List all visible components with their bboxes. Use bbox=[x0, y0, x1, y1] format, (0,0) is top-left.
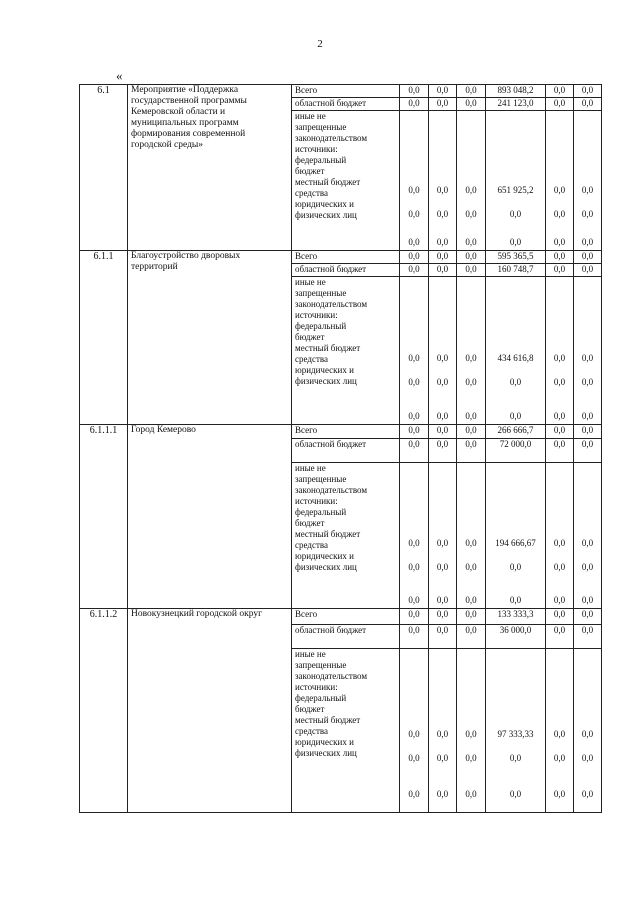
source-line: источники: bbox=[295, 144, 338, 154]
local-value: 0,0 bbox=[553, 562, 566, 572]
source-line: запрещенные bbox=[295, 122, 347, 132]
other-sources-values-year-col-4 bbox=[486, 111, 546, 251]
section-name: Новокузнецкий городской округ bbox=[128, 609, 292, 813]
regional-value-year-col-2: 0,0 bbox=[429, 98, 457, 111]
total-value-year-col-2: 0,0 bbox=[429, 251, 457, 264]
federal-value: 0,0 bbox=[581, 353, 594, 363]
other-sources-values-year-col-2 bbox=[429, 111, 457, 251]
local-value: 0,0 bbox=[553, 753, 566, 763]
local-value: 0,0 bbox=[509, 753, 522, 763]
other-sources-values-year-col-6 bbox=[574, 463, 602, 609]
page-number: 2 bbox=[317, 38, 323, 50]
local-value: 0,0 bbox=[553, 209, 566, 219]
total-value-year-col-1: 0,0 bbox=[400, 609, 429, 625]
source-label-regional: областной бюджет bbox=[292, 98, 400, 111]
local-value: 0,0 bbox=[581, 562, 594, 572]
source-label-other bbox=[292, 463, 400, 609]
local-value: 0,0 bbox=[436, 209, 449, 219]
source-line: бюджет bbox=[295, 518, 325, 528]
regional-value-year-col-6: 0,0 bbox=[574, 625, 602, 649]
other-sources-values-year-col-2 bbox=[429, 649, 457, 813]
section-name: Город Кемерово bbox=[128, 425, 292, 609]
source-line: физических лиц bbox=[295, 748, 357, 758]
local-value: 0,0 bbox=[408, 209, 420, 219]
federal-value: 0,0 bbox=[408, 729, 420, 739]
other-sources-values-year-col-5 bbox=[546, 111, 574, 251]
local-value: 0,0 bbox=[581, 377, 594, 387]
total-value-year-col-3: 0,0 bbox=[457, 251, 486, 264]
legal-value: 0,0 bbox=[581, 595, 594, 605]
source-line: запрещенные bbox=[295, 288, 347, 298]
total-value-year-col-6: 0,0 bbox=[574, 85, 602, 98]
federal-value: 0,0 bbox=[581, 538, 594, 548]
source-line: средства bbox=[295, 726, 329, 736]
regional-value-year-col-6: 0,0 bbox=[574, 439, 602, 463]
other-sources-values-year-col-3 bbox=[457, 649, 486, 813]
source-label-other bbox=[292, 649, 400, 813]
source-line: иные не bbox=[295, 111, 326, 121]
regional-value-year-col-6: 0,0 bbox=[574, 264, 602, 277]
other-sources-values-year-col-4 bbox=[486, 277, 546, 425]
source-line: физических лиц bbox=[295, 376, 357, 386]
regional-value-year-col-1: 0,0 bbox=[400, 625, 429, 649]
local-value: 0,0 bbox=[581, 209, 594, 219]
total-value-year-col-3: 0,0 bbox=[457, 85, 486, 98]
source-line: законодательством bbox=[295, 671, 368, 681]
regional-value-year-col-5: 0,0 bbox=[546, 625, 574, 649]
total-value-year-col-5: 0,0 bbox=[546, 609, 574, 625]
local-value: 0,0 bbox=[465, 753, 477, 763]
federal-value: 434 616,8 bbox=[497, 353, 534, 363]
legal-value: 0,0 bbox=[509, 789, 522, 799]
regional-value-year-col-4: 241 123,0 bbox=[486, 98, 546, 111]
federal-value: 0,0 bbox=[436, 185, 449, 195]
other-sources-values-year-col-6 bbox=[574, 649, 602, 813]
section-code: 6.1.1 bbox=[80, 251, 128, 425]
local-value: 0,0 bbox=[436, 377, 449, 387]
legal-value: 0,0 bbox=[509, 595, 522, 605]
source-line: законодательством bbox=[295, 133, 368, 143]
legal-value: 0,0 bbox=[465, 595, 477, 605]
federal-value: 0,0 bbox=[465, 729, 477, 739]
local-value: 0,0 bbox=[408, 753, 420, 763]
total-value-year-col-3: 0,0 bbox=[457, 425, 486, 439]
federal-value: 0,0 bbox=[465, 185, 477, 195]
source-line: средства bbox=[295, 188, 329, 198]
regional-value-year-col-1: 0,0 bbox=[400, 264, 429, 277]
federal-value: 0,0 bbox=[581, 185, 594, 195]
local-value: 0,0 bbox=[408, 562, 420, 572]
regional-value-year-col-3: 0,0 bbox=[457, 625, 486, 649]
other-sources-values-year-col-3 bbox=[457, 111, 486, 251]
total-value-year-col-2: 0,0 bbox=[429, 85, 457, 98]
legal-value: 0,0 bbox=[436, 237, 449, 247]
source-line: законодательством bbox=[295, 299, 368, 309]
total-value-year-col-1: 0,0 bbox=[400, 425, 429, 439]
total-value-year-col-4: 595 365,5 bbox=[486, 251, 546, 264]
source-label-total: Всего bbox=[292, 251, 400, 264]
source-label-total: Всего bbox=[292, 609, 400, 625]
legal-value: 0,0 bbox=[408, 789, 420, 799]
federal-value: 0,0 bbox=[408, 538, 420, 548]
local-value: 0,0 bbox=[553, 377, 566, 387]
legal-value: 0,0 bbox=[465, 789, 477, 799]
regional-value-year-col-2: 0,0 bbox=[429, 439, 457, 463]
local-value: 0,0 bbox=[465, 209, 477, 219]
legal-value: 0,0 bbox=[465, 237, 477, 247]
local-value: 0,0 bbox=[408, 377, 420, 387]
other-sources-values-year-col-6 bbox=[574, 277, 602, 425]
source-line: федеральный bbox=[295, 321, 347, 331]
source-label-total: Всего bbox=[292, 85, 400, 98]
legal-value: 0,0 bbox=[581, 789, 594, 799]
federal-value: 0,0 bbox=[465, 353, 477, 363]
source-line: средства bbox=[295, 354, 329, 364]
federal-value: 194 666,67 bbox=[495, 538, 536, 548]
budget-table bbox=[79, 84, 602, 813]
opening-quote-mark: « bbox=[116, 68, 123, 83]
other-sources-values-year-col-2 bbox=[429, 463, 457, 609]
legal-value: 0,0 bbox=[436, 595, 449, 605]
regional-value-year-col-4: 36 000,0 bbox=[486, 625, 546, 649]
source-line: юридических и bbox=[295, 365, 354, 375]
source-line: бюджет bbox=[295, 704, 325, 714]
total-value-year-col-5: 0,0 bbox=[546, 85, 574, 98]
federal-value: 0,0 bbox=[436, 538, 449, 548]
other-sources-values-year-col-4 bbox=[486, 649, 546, 813]
legal-value: 0,0 bbox=[553, 789, 566, 799]
source-line: юридических и bbox=[295, 199, 354, 209]
section-code: 6.1.1.1 bbox=[80, 425, 128, 609]
source-line: федеральный bbox=[295, 507, 347, 517]
federal-value: 0,0 bbox=[436, 353, 449, 363]
regional-value-year-col-3: 0,0 bbox=[457, 439, 486, 463]
source-line: юридических и bbox=[295, 551, 354, 561]
source-line: иные не bbox=[295, 649, 326, 659]
total-value-year-col-6: 0,0 bbox=[574, 251, 602, 264]
regional-value-year-col-4: 72 000,0 bbox=[486, 439, 546, 463]
regional-value-year-col-2: 0,0 bbox=[429, 625, 457, 649]
regional-value-year-col-6: 0,0 bbox=[574, 98, 602, 111]
section-name: Мероприятие «Поддержка государственной программы Кемеровской области и муниципальных программ формирования современной городской среды» bbox=[128, 85, 292, 251]
total-value-year-col-6: 0,0 bbox=[574, 425, 602, 439]
legal-value: 0,0 bbox=[553, 595, 566, 605]
legal-value: 0,0 bbox=[408, 595, 420, 605]
legal-value: 0,0 bbox=[436, 789, 449, 799]
section-row-total bbox=[80, 609, 602, 625]
source-label-other bbox=[292, 277, 400, 425]
other-sources-values-year-col-3 bbox=[457, 277, 486, 425]
legal-value: 0,0 bbox=[408, 237, 420, 247]
regional-value-year-col-2: 0,0 bbox=[429, 264, 457, 277]
legal-value: 0,0 bbox=[436, 411, 449, 421]
federal-value: 0,0 bbox=[553, 353, 566, 363]
other-sources-values-year-col-5 bbox=[546, 463, 574, 609]
legal-value: 0,0 bbox=[553, 237, 566, 247]
other-sources-values-year-col-1 bbox=[400, 277, 429, 425]
total-value-year-col-1: 0,0 bbox=[400, 251, 429, 264]
source-line: запрещенные bbox=[295, 660, 347, 670]
local-value: 0,0 bbox=[509, 209, 522, 219]
total-value-year-col-4: 266 666,7 bbox=[486, 425, 546, 439]
legal-value: 0,0 bbox=[553, 411, 566, 421]
regional-value-year-col-5: 0,0 bbox=[546, 98, 574, 111]
source-label-regional: областной бюджет bbox=[292, 625, 400, 649]
other-sources-values-year-col-1 bbox=[400, 463, 429, 609]
local-value: 0,0 bbox=[436, 753, 449, 763]
legal-value: 0,0 bbox=[408, 411, 420, 421]
total-value-year-col-2: 0,0 bbox=[429, 609, 457, 625]
total-value-year-col-6: 0,0 bbox=[574, 609, 602, 625]
federal-value: 97 333,33 bbox=[497, 729, 534, 739]
federal-value: 0,0 bbox=[553, 729, 566, 739]
total-value-year-col-3: 0,0 bbox=[457, 609, 486, 625]
source-line: физических лиц bbox=[295, 562, 357, 572]
source-label-regional: областной бюджет bbox=[292, 439, 400, 463]
legal-value: 0,0 bbox=[581, 411, 594, 421]
total-value-year-col-4: 893 048,2 bbox=[486, 85, 546, 98]
source-line: источники: bbox=[295, 310, 338, 320]
regional-value-year-col-1: 0,0 bbox=[400, 98, 429, 111]
federal-value: 0,0 bbox=[465, 538, 477, 548]
federal-value: 0,0 bbox=[408, 353, 420, 363]
local-value: 0,0 bbox=[436, 562, 449, 572]
source-line: средства bbox=[295, 540, 329, 550]
local-value: 0,0 bbox=[509, 562, 522, 572]
source-line: законодательством bbox=[295, 485, 368, 495]
source-line: запрещенные bbox=[295, 474, 347, 484]
federal-value: 0,0 bbox=[408, 185, 420, 195]
other-sources-values-year-col-2 bbox=[429, 277, 457, 425]
regional-value-year-col-3: 0,0 bbox=[457, 98, 486, 111]
federal-value: 651 925,2 bbox=[497, 185, 534, 195]
source-line: юридических и bbox=[295, 737, 354, 747]
other-sources-values-year-col-5 bbox=[546, 649, 574, 813]
local-value: 0,0 bbox=[465, 562, 477, 572]
other-sources-values-year-col-1 bbox=[400, 649, 429, 813]
section-name: Благоустройство дворовых территорий bbox=[128, 251, 292, 425]
local-value: 0,0 bbox=[581, 753, 594, 763]
legal-value: 0,0 bbox=[509, 411, 522, 421]
source-label-regional: областной бюджет bbox=[292, 264, 400, 277]
federal-value: 0,0 bbox=[581, 729, 594, 739]
legal-value: 0,0 bbox=[509, 237, 522, 247]
source-line: местный бюджет bbox=[295, 715, 361, 725]
section-code: 6.1 bbox=[80, 85, 128, 251]
local-value: 0,0 bbox=[509, 377, 522, 387]
source-line: бюджет bbox=[295, 166, 325, 176]
other-sources-values-year-col-3 bbox=[457, 463, 486, 609]
regional-value-year-col-4: 160 748,7 bbox=[486, 264, 546, 277]
legal-value: 0,0 bbox=[581, 237, 594, 247]
section-row-total bbox=[80, 425, 602, 439]
total-value-year-col-1: 0,0 bbox=[400, 85, 429, 98]
source-line: иные не bbox=[295, 463, 326, 473]
local-value: 0,0 bbox=[465, 377, 477, 387]
source-line: физических лиц bbox=[295, 210, 357, 220]
regional-value-year-col-5: 0,0 bbox=[546, 439, 574, 463]
other-sources-values-year-col-6 bbox=[574, 111, 602, 251]
federal-value: 0,0 bbox=[436, 729, 449, 739]
source-label-total: Всего bbox=[292, 425, 400, 439]
federal-value: 0,0 bbox=[553, 538, 566, 548]
source-line: источники: bbox=[295, 496, 338, 506]
source-line: местный бюджет bbox=[295, 529, 361, 539]
regional-value-year-col-3: 0,0 bbox=[457, 264, 486, 277]
source-line: федеральный bbox=[295, 155, 347, 165]
other-sources-values-year-col-4 bbox=[486, 463, 546, 609]
source-line: иные не bbox=[295, 277, 326, 287]
federal-value: 0,0 bbox=[553, 185, 566, 195]
section-row-total bbox=[80, 85, 602, 98]
source-line: федеральный bbox=[295, 693, 347, 703]
source-label-other bbox=[292, 111, 400, 251]
source-line: местный бюджет bbox=[295, 177, 361, 187]
source-line: бюджет bbox=[295, 332, 325, 342]
section-row-total bbox=[80, 251, 602, 264]
source-line: источники: bbox=[295, 682, 338, 692]
legal-value: 0,0 bbox=[465, 411, 477, 421]
source-line: местный бюджет bbox=[295, 343, 361, 353]
section-code: 6.1.1.2 bbox=[80, 609, 128, 813]
regional-value-year-col-1: 0,0 bbox=[400, 439, 429, 463]
regional-value-year-col-5: 0,0 bbox=[546, 264, 574, 277]
other-sources-values-year-col-5 bbox=[546, 277, 574, 425]
total-value-year-col-2: 0,0 bbox=[429, 425, 457, 439]
total-value-year-col-5: 0,0 bbox=[546, 425, 574, 439]
other-sources-values-year-col-1 bbox=[400, 111, 429, 251]
total-value-year-col-4: 133 333,3 bbox=[486, 609, 546, 625]
total-value-year-col-5: 0,0 bbox=[546, 251, 574, 264]
